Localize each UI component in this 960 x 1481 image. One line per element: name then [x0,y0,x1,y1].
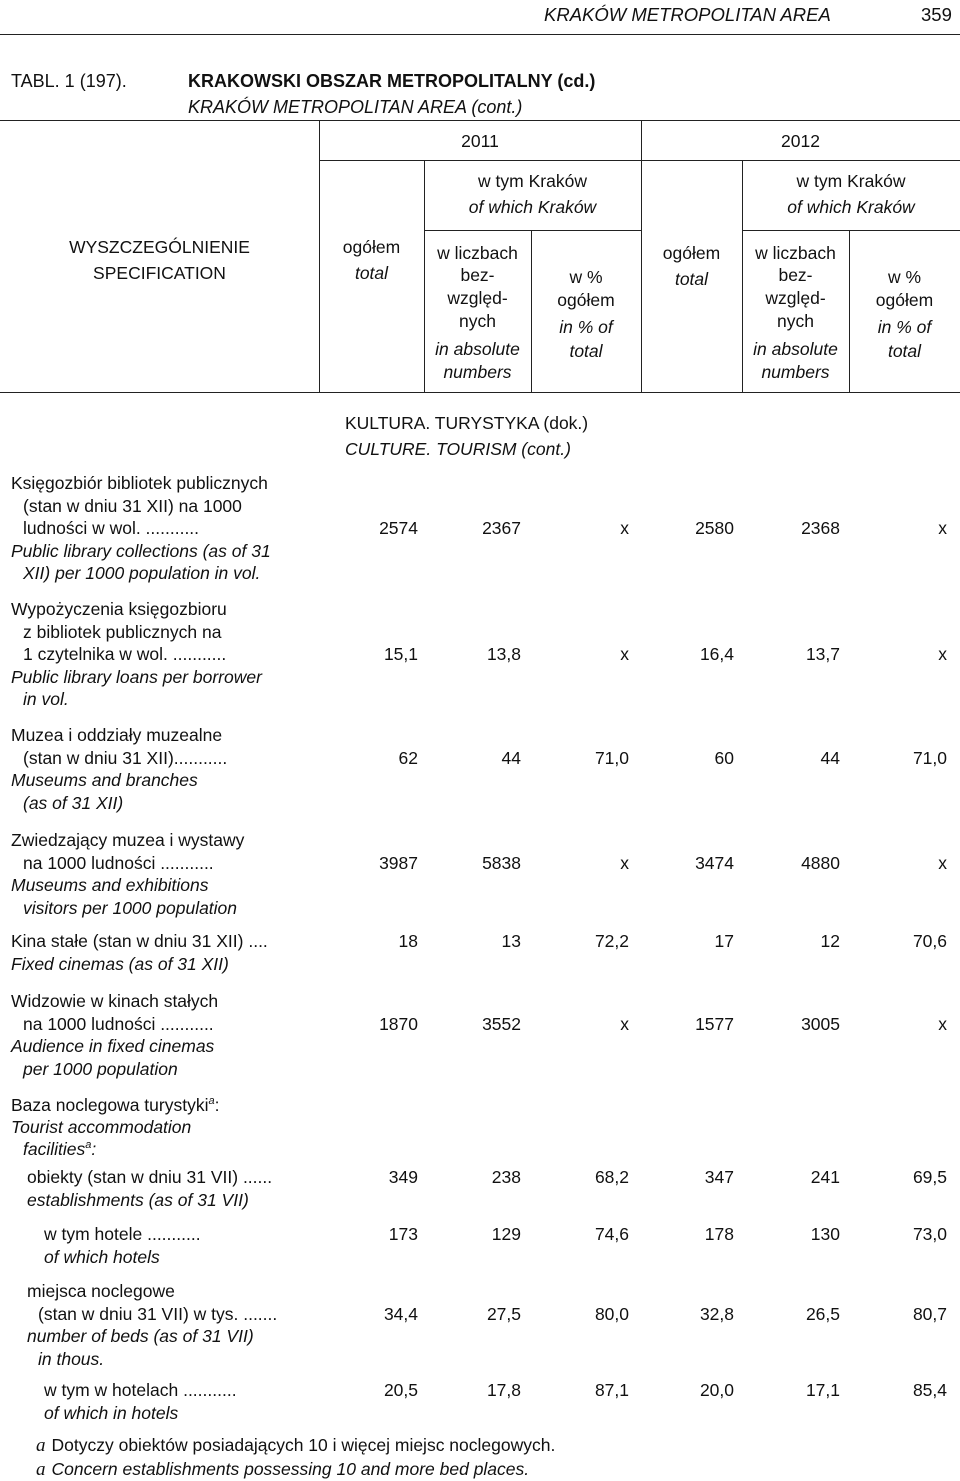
year-2011: 2011 [461,131,499,151]
footnote-mark: a [36,1459,46,1480]
row-value: 130 [810,1224,840,1244]
pct-2011-pl-1: w % [569,267,603,287]
row-label-en: in thous. [38,1348,105,1369]
abs-2012-en-1: in absolute [753,339,838,359]
row-value: 20,0 [699,1380,734,1400]
which-krakow-2012-pl: w tym Kraków [796,171,906,191]
page-number: 359 [921,4,952,25]
abs-2011-en-2: numbers [443,362,512,382]
row-value: 2368 [801,518,840,538]
row-value: 16,4 [699,644,734,664]
pct-2012-pl-2: ogółem [875,290,934,310]
row-value: 69,5 [912,1167,947,1187]
row-label-pl: (stan w dniu 31 VII) w tys. ....... [38,1303,278,1324]
row-value: 17,1 [805,1380,840,1400]
row-value: 13,7 [805,644,840,664]
abs-2012-pl-4: nych [777,311,814,331]
row-value: 2367 [482,518,521,538]
row-label-pl: w tym hotele ........... [44,1224,201,1244]
row-label-en: of which in hotels [44,1402,179,1423]
row-value: 17 [714,931,734,951]
pct-2012-en-2: total [887,341,922,361]
row-value: 80,0 [594,1303,629,1324]
row-value: 178 [704,1224,734,1244]
row-label-en: per 1000 population [23,1058,178,1079]
abs-2012-pl-3: względ- [765,288,826,308]
row-value: 3005 [801,1013,840,1034]
header-rule [0,34,960,35]
row-value: 1577 [695,1013,734,1034]
row-value: 62 [398,747,418,768]
abs-2011-pl-4: nych [459,311,496,331]
row-value: 68,2 [594,1167,629,1187]
row-label-pl: w tym w hotelach ........... [44,1380,237,1400]
row-value: 71,0 [594,747,629,768]
row-label-en: Public library loans per borrower [11,666,262,687]
row-value: 26,5 [805,1303,840,1324]
year-underline-2012 [641,160,960,161]
row-value: 18 [398,931,418,951]
spec-header-pl: WYSZCZEGÓLNIENIE [69,237,250,257]
row-value: 1870 [379,1013,418,1034]
row-value: 2574 [379,518,418,538]
row-value: 32,8 [699,1303,734,1324]
row-value: 15,1 [383,644,418,664]
row-value: 34,4 [383,1303,418,1324]
row-label-en: of which hotels [44,1246,160,1267]
which-krakow-2012-en: of which Kraków [787,197,915,217]
row-value: 44 [501,747,521,768]
row-label-en: visitors per 1000 population [23,897,238,918]
row-label-pl: na 1000 ludności ........... [23,1013,214,1034]
row-label-pl: miejsca noclegowe [27,1281,175,1301]
row-value: 13 [501,931,521,951]
row-label-pl: Księgozbiór bibliotek publicznych [11,473,268,493]
year-2012: 2012 [781,131,820,151]
footnote-mark: a [36,1435,46,1456]
row-value: 347 [704,1167,734,1187]
row-value: 44 [820,747,840,768]
running-header-title: KRAKÓW METROPOLITAN AREA [544,4,831,25]
row-label-pl: z bibliotek publicznych na [23,621,222,642]
row-label-pl: Kina stałe (stan w dniu 31 XII) .... [11,931,268,951]
row-label-pl: Zwiedzający muzea i wystawy [11,830,245,850]
tourist-group-heading-pl: Baza noclegowa turystyki$^a$: [11,1095,220,1115]
row-value: 349 [388,1167,418,1187]
row-value: 3987 [379,852,418,873]
row-value: x [620,644,629,664]
row-value: 3474 [695,852,734,873]
row-label-en: in vol. [23,689,69,709]
row-label-en: number of beds (as of 31 VII) [27,1326,254,1346]
row-label-pl: (stan w dniu 31 XII)........... [23,747,228,768]
row-value: 17,8 [486,1380,521,1400]
row-label-pl: Muzea i oddziały muzealne [11,725,223,745]
total-2011-pl: ogółem [342,237,401,257]
which-underline-2011 [424,230,641,231]
row-value: 173 [388,1224,418,1244]
table-title-pl: KRAKOWSKI OBSZAR METROPOLITALNY (cd.) [188,71,596,91]
row-value: x [620,1013,629,1034]
row-label-en: Public library collections (as of 31 [11,540,271,561]
header-top-rule [0,120,960,121]
total-2011-en: total [354,263,389,283]
row-label-pl: Widzowie w kinach stałych [11,991,219,1011]
abs-2011-pl-1: w liczbach [437,243,518,263]
row-value: x [620,852,629,873]
abs-2012-pl-1: w liczbach [755,243,836,263]
section-heading-pl: KULTURA. TURYSTYKA (dok.) [345,413,589,433]
row-value: 70,6 [912,931,947,951]
pct-2011-en-2: total [569,341,603,361]
row-label-en: establishments (as of 31 VII) [27,1189,249,1210]
col-divider-2011-pct [531,230,532,392]
row-label-pl: obiekty (stan w dniu 31 VII) ...... [27,1167,273,1187]
row-label-pl: na 1000 ludności ........... [23,852,214,873]
table-number: TABL. 1 (197). [11,71,127,91]
pct-2011-pl-2: ogółem [557,290,615,310]
row-value: 13,8 [486,644,521,664]
row-value: 12 [820,931,840,951]
abs-2011-pl-3: względ- [447,288,508,308]
row-value: 74,6 [594,1224,629,1244]
abs-2012-en-2: numbers [761,362,830,382]
row-label-en: (as of 31 XII) [23,792,124,813]
row-label-en: Museums and branches [11,770,198,790]
row-value: x [938,518,947,538]
row-value: x [620,518,629,538]
row-label-en: Museums and exhibitions [11,875,209,895]
row-value: 73,0 [912,1224,947,1244]
spec-header-en: SPECIFICATION [93,263,226,283]
row-label-en: XII) per 1000 population in vol. [23,563,261,583]
table-title-en: KRAKÓW METROPOLITAN AREA (cont.) [188,97,523,117]
which-krakow-2011-en: of which Kraków [468,197,597,217]
row-label-pl: (stan w dniu 31 XII) na 1000 [23,495,242,516]
row-value: 238 [491,1167,521,1187]
row-value: 71,0 [912,747,947,768]
pct-2011-en-1: in % of [559,317,613,337]
row-value: x [938,1013,947,1034]
section-heading-en: CULTURE. TOURISM (cont.) [345,439,571,459]
which-krakow-2011-pl: w tym Kraków [478,171,587,191]
footnote-en: a Concern establishments possessing 10 and more bed places. [36,1459,530,1480]
row-label-en: Fixed cinemas (as of 31 XII) [11,953,229,974]
abs-2012-pl-2: bez- [778,265,813,285]
row-value: 4880 [801,852,840,873]
row-label-en: Audience in fixed cinemas [11,1036,215,1056]
total-2012-en: total [674,269,709,289]
row-value: x [938,644,947,664]
footnote-pl: a Dotyczy obiektów posiadających 10 i więcej miejsc noclegowych. [36,1435,556,1456]
row-value: 2580 [695,518,734,538]
pct-2012-pl-1: w % [887,267,922,287]
row-label-pl: ludności w wol. ........... [23,518,200,538]
abs-2011-en-1: in absolute [435,339,520,359]
year-underline-2011 [319,160,641,161]
tourist-group-heading-en-2: facilities$^a$: [23,1139,97,1159]
total-2012-pl: ogółem [662,243,721,263]
pct-2012-en-1: in % of [877,317,932,337]
row-value: 87,1 [594,1380,629,1400]
row-value: 85,4 [912,1380,947,1400]
row-label-pl: 1 czytelnika w wol. ........... [23,644,227,664]
col-divider-2012-pct [849,230,850,392]
header-bottom-rule [0,392,960,393]
row-value: 80,7 [912,1303,947,1324]
row-value: 129 [491,1224,521,1244]
row-value: 241 [810,1167,840,1187]
row-value: 20,5 [383,1380,418,1400]
row-value: 5838 [482,852,521,873]
abs-2011-pl-2: bez- [460,265,495,285]
which-underline-2012 [742,230,960,231]
row-label-pl: Wypożyczenia księgozbioru [11,599,227,619]
row-value: 60 [714,747,734,768]
tourist-group-heading-en-1: Tourist accommodation [11,1117,192,1137]
row-value: 27,5 [486,1303,521,1324]
row-value: x [938,852,947,873]
row-value: 72,2 [594,931,629,951]
row-value: 3552 [482,1013,521,1034]
